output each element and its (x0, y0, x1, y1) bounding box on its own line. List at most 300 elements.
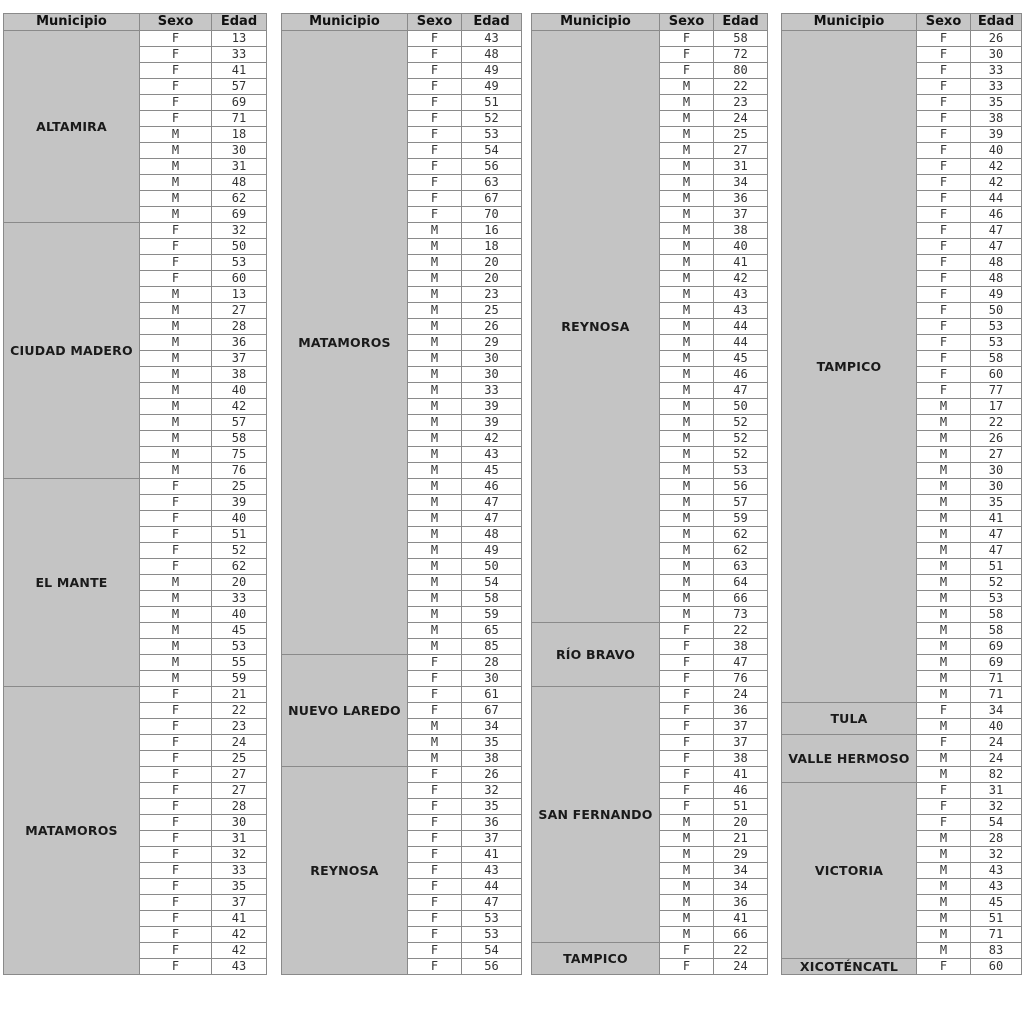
edad-cell: 56 (462, 959, 522, 975)
sexo-cell: F (140, 111, 212, 127)
municipio-cell: CIUDAD MADERO (4, 223, 140, 479)
edad-cell: 44 (714, 319, 768, 335)
edad-cell: 37 (714, 719, 768, 735)
edad-cell: 39 (212, 495, 267, 511)
municipio-cell: VALLE HERMOSO (782, 735, 917, 783)
sexo-cell: M (660, 271, 714, 287)
edad-cell: 47 (971, 527, 1022, 543)
sexo-cell: M (660, 111, 714, 127)
edad-cell: 38 (714, 751, 768, 767)
edad-cell: 56 (714, 479, 768, 495)
sexo-cell: F (408, 815, 462, 831)
sexo-cell: F (408, 703, 462, 719)
sexo-cell: M (408, 271, 462, 287)
municipio-cell: TAMPICO (532, 943, 660, 975)
edad-cell: 43 (714, 303, 768, 319)
column-header-municipio: Municipio (4, 14, 140, 31)
edad-cell: 44 (971, 191, 1022, 207)
edad-cell: 32 (971, 799, 1022, 815)
sexo-cell: M (408, 463, 462, 479)
edad-cell: 54 (971, 815, 1022, 831)
edad-cell: 52 (212, 543, 267, 559)
edad-cell: 49 (462, 543, 522, 559)
sexo-cell: F (917, 367, 971, 383)
edad-cell: 42 (714, 271, 768, 287)
sexo-cell: F (408, 927, 462, 943)
sexo-cell: F (660, 63, 714, 79)
sexo-cell: F (140, 959, 212, 975)
sexo-cell: M (660, 95, 714, 111)
edad-cell: 85 (462, 639, 522, 655)
sexo-cell: F (408, 111, 462, 127)
sexo-cell: F (917, 239, 971, 255)
edad-cell: 28 (212, 799, 267, 815)
municipio-cell: TAMPICO (782, 31, 917, 703)
sexo-cell: F (917, 959, 971, 975)
sexo-cell: M (660, 207, 714, 223)
sexo-cell: M (660, 463, 714, 479)
sexo-cell: M (140, 383, 212, 399)
sexo-cell: F (140, 31, 212, 47)
sexo-cell: M (408, 367, 462, 383)
sexo-cell: F (917, 303, 971, 319)
sexo-cell: M (660, 447, 714, 463)
edad-cell: 35 (462, 799, 522, 815)
edad-cell: 58 (971, 607, 1022, 623)
sexo-cell: F (408, 687, 462, 703)
sexo-cell: F (917, 383, 971, 399)
sexo-cell: F (660, 671, 714, 687)
sexo-cell: F (408, 831, 462, 847)
edad-cell: 27 (714, 143, 768, 159)
sexo-cell: F (660, 687, 714, 703)
edad-cell: 26 (462, 767, 522, 783)
header-row (532, 14, 768, 31)
edad-cell: 46 (462, 479, 522, 495)
edad-cell: 37 (462, 831, 522, 847)
edad-cell: 24 (714, 959, 768, 975)
sexo-cell: M (140, 575, 212, 591)
sexo-cell: M (917, 863, 971, 879)
edad-cell: 47 (971, 239, 1022, 255)
sexo-cell: F (408, 95, 462, 111)
edad-cell: 58 (462, 591, 522, 607)
edad-cell: 36 (462, 815, 522, 831)
edad-cell: 57 (714, 495, 768, 511)
edad-cell: 47 (462, 495, 522, 511)
edad-cell: 46 (714, 783, 768, 799)
sexo-cell: F (408, 879, 462, 895)
sexo-cell: F (140, 895, 212, 911)
edad-cell: 39 (462, 415, 522, 431)
edad-cell: 38 (714, 223, 768, 239)
sexo-cell: F (917, 255, 971, 271)
edad-cell: 30 (971, 47, 1022, 63)
sexo-cell: M (140, 591, 212, 607)
column-header-sexo: Sexo (660, 14, 714, 31)
edad-cell: 76 (714, 671, 768, 687)
sexo-cell: F (917, 31, 971, 47)
edad-cell: 30 (971, 463, 1022, 479)
sexo-cell: M (408, 255, 462, 271)
edad-cell: 36 (714, 191, 768, 207)
sexo-cell: F (917, 191, 971, 207)
column-header-municipio: Municipio (282, 14, 408, 31)
sexo-cell: F (140, 783, 212, 799)
edad-cell: 54 (462, 143, 522, 159)
sexo-cell: M (917, 943, 971, 959)
edad-cell: 60 (971, 959, 1022, 975)
edad-cell: 47 (462, 895, 522, 911)
edad-cell: 38 (462, 751, 522, 767)
edad-cell: 43 (714, 287, 768, 303)
sexo-cell: F (140, 495, 212, 511)
municipio-cell: EL MANTE (4, 479, 140, 687)
sexo-cell: F (660, 959, 714, 975)
sexo-cell: M (660, 223, 714, 239)
sexo-cell: F (408, 79, 462, 95)
edad-cell: 42 (212, 399, 267, 415)
edad-cell: 35 (212, 879, 267, 895)
edad-cell: 22 (714, 79, 768, 95)
sexo-cell: F (140, 831, 212, 847)
municipio-cell: NUEVO LAREDO (282, 655, 408, 767)
sexo-cell: F (140, 911, 212, 927)
sexo-cell: M (917, 751, 971, 767)
municipio-cell: XICOTÉNCATL (782, 959, 917, 975)
edad-cell: 20 (212, 575, 267, 591)
edad-cell: 26 (971, 431, 1022, 447)
edad-cell: 45 (971, 895, 1022, 911)
sexo-cell: F (408, 31, 462, 47)
edad-cell: 23 (462, 287, 522, 303)
sexo-cell: F (660, 655, 714, 671)
sexo-cell: M (917, 543, 971, 559)
sexo-cell: F (917, 127, 971, 143)
sexo-cell: F (140, 527, 212, 543)
edad-cell: 40 (971, 143, 1022, 159)
sexo-cell: M (660, 831, 714, 847)
edad-cell: 33 (212, 47, 267, 63)
municipio-cell: SAN FERNANDO (532, 687, 660, 943)
edad-cell: 31 (714, 159, 768, 175)
sexo-cell: M (660, 895, 714, 911)
sexo-cell: F (408, 47, 462, 63)
edad-cell: 62 (212, 559, 267, 575)
edad-cell: 25 (462, 303, 522, 319)
municipio-cell: MATAMOROS (282, 31, 408, 655)
edad-cell: 80 (714, 63, 768, 79)
sexo-cell: M (917, 623, 971, 639)
sexo-cell: M (660, 879, 714, 895)
edad-cell: 65 (462, 623, 522, 639)
edad-cell: 49 (462, 63, 522, 79)
edad-cell: 36 (212, 335, 267, 351)
sexo-cell: M (660, 191, 714, 207)
sexo-cell: M (917, 559, 971, 575)
sexo-cell: M (917, 575, 971, 591)
edad-cell: 26 (971, 31, 1022, 47)
sexo-cell: F (140, 799, 212, 815)
sexo-cell: M (660, 495, 714, 511)
sexo-cell: F (917, 207, 971, 223)
edad-cell: 31 (212, 831, 267, 847)
sexo-cell: M (140, 415, 212, 431)
edad-cell: 40 (212, 607, 267, 623)
edad-cell: 53 (971, 591, 1022, 607)
edad-cell: 43 (462, 447, 522, 463)
edad-cell: 48 (462, 47, 522, 63)
edad-cell: 34 (971, 703, 1022, 719)
sexo-cell: M (408, 303, 462, 319)
sexo-cell: F (917, 223, 971, 239)
sexo-cell: F (917, 159, 971, 175)
sexo-cell: M (140, 191, 212, 207)
edad-cell: 51 (714, 799, 768, 815)
sexo-cell: F (140, 687, 212, 703)
edad-cell: 43 (971, 879, 1022, 895)
edad-cell: 47 (462, 511, 522, 527)
edad-cell: 41 (212, 911, 267, 927)
sexo-cell: F (408, 895, 462, 911)
sexo-cell: F (660, 719, 714, 735)
sexo-cell: M (140, 335, 212, 351)
sexo-cell: F (660, 703, 714, 719)
sexo-cell: F (140, 943, 212, 959)
sexo-cell: M (917, 671, 971, 687)
sexo-cell: M (408, 751, 462, 767)
sexo-cell: F (917, 271, 971, 287)
sexo-cell: M (917, 463, 971, 479)
column-header-edad: Edad (462, 14, 522, 31)
sexo-cell: M (660, 79, 714, 95)
edad-cell: 72 (714, 47, 768, 63)
edad-cell: 66 (714, 591, 768, 607)
edad-cell: 43 (462, 31, 522, 47)
edad-cell: 47 (971, 543, 1022, 559)
edad-cell: 63 (462, 175, 522, 191)
sexo-cell: M (140, 175, 212, 191)
sexo-cell: F (917, 335, 971, 351)
edad-cell: 60 (212, 271, 267, 287)
edad-cell: 33 (212, 863, 267, 879)
sexo-cell: M (917, 687, 971, 703)
table-row (782, 735, 1022, 751)
data-table-2 (281, 13, 522, 975)
edad-cell: 23 (212, 719, 267, 735)
edad-cell: 45 (714, 351, 768, 367)
sexo-cell: F (408, 63, 462, 79)
edad-cell: 38 (714, 639, 768, 655)
edad-cell: 64 (714, 575, 768, 591)
sexo-cell: M (660, 175, 714, 191)
sexo-cell: M (140, 607, 212, 623)
sexo-cell: M (408, 447, 462, 463)
sexo-cell: M (660, 255, 714, 271)
sexo-cell: M (660, 383, 714, 399)
sexo-cell: M (140, 143, 212, 159)
edad-cell: 21 (212, 687, 267, 703)
edad-cell: 41 (462, 847, 522, 863)
data-table-3 (531, 13, 768, 975)
sexo-cell: M (917, 511, 971, 527)
sexo-cell: M (660, 815, 714, 831)
edad-cell: 59 (212, 671, 267, 687)
sexo-cell: M (140, 431, 212, 447)
edad-cell: 52 (714, 431, 768, 447)
data-table-4 (781, 13, 1022, 975)
edad-cell: 71 (971, 927, 1022, 943)
edad-cell: 25 (212, 751, 267, 767)
table-row (782, 959, 1022, 975)
edad-cell: 51 (462, 95, 522, 111)
sexo-cell: F (140, 255, 212, 271)
edad-cell: 41 (971, 511, 1022, 527)
edad-cell: 27 (212, 783, 267, 799)
sexo-cell: M (917, 847, 971, 863)
sexo-cell: F (408, 159, 462, 175)
sexo-cell: F (917, 175, 971, 191)
edad-cell: 34 (714, 863, 768, 879)
edad-cell: 67 (462, 703, 522, 719)
sexo-cell: M (660, 927, 714, 943)
edad-cell: 27 (971, 447, 1022, 463)
sexo-cell: M (660, 527, 714, 543)
sexo-cell: M (408, 543, 462, 559)
edad-cell: 45 (462, 463, 522, 479)
edad-cell: 26 (462, 319, 522, 335)
edad-cell: 13 (212, 287, 267, 303)
edad-cell: 69 (212, 207, 267, 223)
edad-cell: 48 (462, 527, 522, 543)
sexo-cell: F (917, 799, 971, 815)
sexo-cell: F (140, 543, 212, 559)
edad-cell: 50 (212, 239, 267, 255)
edad-cell: 50 (714, 399, 768, 415)
municipio-cell: MATAMOROS (4, 687, 140, 975)
edad-cell: 41 (714, 767, 768, 783)
sexo-cell: M (660, 911, 714, 927)
edad-cell: 53 (462, 911, 522, 927)
edad-cell: 57 (212, 79, 267, 95)
sexo-cell: F (140, 95, 212, 111)
edad-cell: 62 (714, 527, 768, 543)
table-row (4, 31, 267, 47)
sexo-cell: F (917, 143, 971, 159)
sexo-cell: M (408, 511, 462, 527)
header-row (4, 14, 267, 31)
table-row (532, 687, 768, 703)
edad-cell: 42 (971, 175, 1022, 191)
edad-cell: 48 (212, 175, 267, 191)
edad-cell: 75 (212, 447, 267, 463)
edad-cell: 33 (462, 383, 522, 399)
sexo-cell: F (917, 703, 971, 719)
edad-cell: 50 (971, 303, 1022, 319)
column-header-sexo: Sexo (408, 14, 462, 31)
sexo-cell: F (917, 111, 971, 127)
table-row (532, 943, 768, 959)
edad-cell: 33 (971, 63, 1022, 79)
sexo-cell: F (140, 239, 212, 255)
table-row (282, 767, 522, 783)
edad-cell: 51 (971, 559, 1022, 575)
edad-cell: 25 (212, 479, 267, 495)
sexo-cell: F (917, 63, 971, 79)
sexo-cell: M (917, 527, 971, 543)
column-header-municipio: Municipio (782, 14, 917, 31)
sexo-cell: F (408, 127, 462, 143)
edad-cell: 48 (971, 271, 1022, 287)
edad-cell: 71 (971, 671, 1022, 687)
sexo-cell: M (408, 287, 462, 303)
column-header-sexo: Sexo (917, 14, 971, 31)
sexo-cell: M (917, 479, 971, 495)
edad-cell: 54 (462, 943, 522, 959)
edad-cell: 13 (212, 31, 267, 47)
sexo-cell: M (408, 223, 462, 239)
sexo-cell: F (140, 511, 212, 527)
edad-cell: 54 (462, 575, 522, 591)
sexo-cell: F (140, 863, 212, 879)
sexo-cell: F (408, 863, 462, 879)
sexo-cell: M (660, 303, 714, 319)
edad-cell: 53 (212, 255, 267, 271)
edad-cell: 22 (971, 415, 1022, 431)
edad-cell: 63 (714, 559, 768, 575)
sexo-cell: M (917, 495, 971, 511)
edad-cell: 42 (971, 159, 1022, 175)
edad-cell: 49 (462, 79, 522, 95)
table-row (532, 31, 768, 47)
sexo-cell: F (917, 47, 971, 63)
table-row (4, 687, 267, 703)
edad-cell: 53 (462, 127, 522, 143)
sexo-cell: F (140, 879, 212, 895)
edad-cell: 23 (714, 95, 768, 111)
sexo-cell: F (660, 47, 714, 63)
edad-cell: 40 (212, 383, 267, 399)
sexo-cell: F (660, 751, 714, 767)
sexo-cell: M (408, 479, 462, 495)
sexo-cell: M (660, 863, 714, 879)
edad-cell: 20 (462, 255, 522, 271)
sexo-cell: M (917, 927, 971, 943)
sexo-cell: F (140, 47, 212, 63)
sexo-cell: M (408, 719, 462, 735)
sexo-cell: M (660, 607, 714, 623)
sexo-cell: F (917, 287, 971, 303)
sexo-cell: F (140, 767, 212, 783)
edad-cell: 40 (212, 511, 267, 527)
edad-cell: 70 (462, 207, 522, 223)
table-row (282, 31, 522, 47)
edad-cell: 32 (212, 847, 267, 863)
edad-cell: 77 (971, 383, 1022, 399)
data-table-1 (3, 13, 267, 975)
sexo-cell: F (140, 479, 212, 495)
sexo-cell: F (140, 719, 212, 735)
sexo-cell: M (408, 607, 462, 623)
edad-cell: 28 (462, 655, 522, 671)
sexo-cell: M (660, 479, 714, 495)
edad-cell: 62 (212, 191, 267, 207)
edad-cell: 52 (971, 575, 1022, 591)
sexo-cell: F (660, 943, 714, 959)
sexo-cell: F (917, 783, 971, 799)
sexo-cell: F (140, 703, 212, 719)
sexo-cell: M (140, 447, 212, 463)
